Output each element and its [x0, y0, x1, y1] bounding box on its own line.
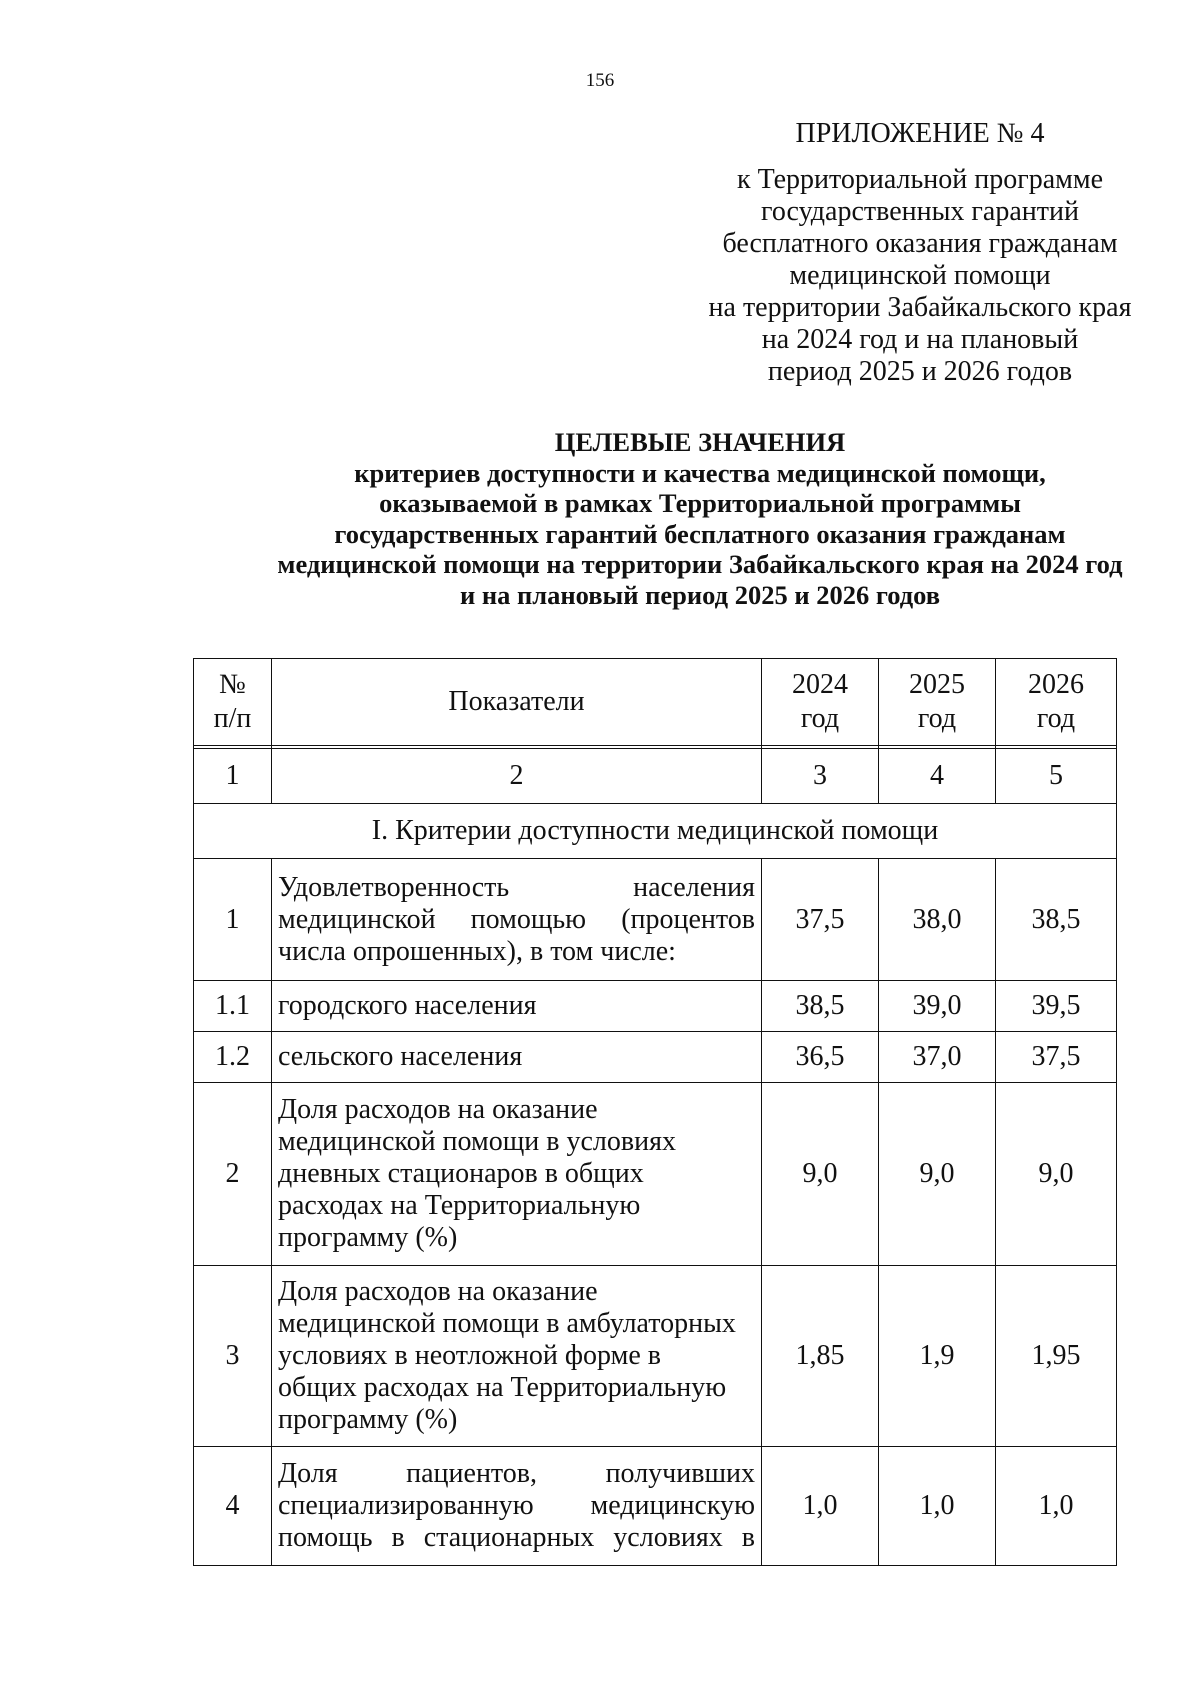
- indicator-line: городского населения: [278, 990, 537, 1021]
- column-number: 1: [194, 749, 272, 804]
- indicator-line: общих расходах на Территориальную: [278, 1372, 727, 1403]
- value-2026: 37,5: [996, 1032, 1117, 1083]
- value-2025: 9,0: [879, 1083, 996, 1266]
- value-2024: 1,85: [762, 1266, 879, 1447]
- column-number: 3: [762, 749, 879, 804]
- indicator-line: дневных стационаров в общих: [278, 1158, 644, 1189]
- column-number: 2: [272, 749, 762, 804]
- indicator-line: медицинской помощью (процентов: [278, 903, 755, 935]
- row-num: 1: [194, 859, 272, 981]
- indicator-line: расходах на Территориальную: [278, 1190, 641, 1221]
- appendix-header: [700, 118, 1140, 388]
- title-line: оказываемой в рамках Территориальной программы: [379, 488, 1021, 518]
- header-num-line: п/п: [213, 703, 252, 734]
- header-year-2024: [762, 659, 879, 746]
- header-indicator: Показатели: [272, 659, 762, 746]
- value-2025: 38,0: [879, 859, 996, 981]
- table-header-row: [194, 659, 1117, 746]
- row-indicator: [272, 981, 762, 1032]
- title-line: ЦЕЛЕВЫЕ ЗНАЧЕНИЯ: [554, 427, 846, 457]
- title-line: и на плановый период 2025 и 2026 годов: [459, 579, 941, 610]
- indicator-line: медицинской помощи в условиях: [278, 1126, 676, 1157]
- indicator-line: Удовлетворенность населения: [278, 871, 755, 903]
- row-num: 1.1: [194, 981, 272, 1032]
- row-num: 3: [194, 1266, 272, 1447]
- indicator-line: Доля расходов на оказание: [278, 1276, 598, 1307]
- value-2024: 38,5: [762, 981, 879, 1032]
- value-2026: 9,0: [996, 1083, 1117, 1266]
- appendix-line: период 2025 и 2026 годов: [767, 356, 1073, 387]
- row-indicator: [272, 859, 762, 981]
- header-year-line: год: [1036, 703, 1076, 734]
- value-2024: 9,0: [762, 1083, 879, 1266]
- row-indicator: [272, 1083, 762, 1266]
- indicator-line: программу (%): [278, 1222, 458, 1253]
- header-num: [194, 659, 272, 746]
- appendix-title: ПРИЛОЖЕНИЕ № 4: [795, 118, 1045, 149]
- row-num: 2: [194, 1083, 272, 1266]
- header-year-2025: [879, 659, 996, 746]
- appendix-line: на территории Забайкальского края: [708, 292, 1132, 323]
- table-row: [194, 859, 1117, 981]
- indicator-line: медицинской помощи в амбулаторных: [278, 1308, 736, 1339]
- value-2026: 39,5: [996, 981, 1117, 1032]
- criteria-table: [193, 658, 1117, 1566]
- title-line: медицинской помощи на территории Забайкальского края на 2024 год: [277, 549, 1123, 579]
- indicator-line: числа опрошенных), в том числе:: [278, 935, 676, 967]
- value-2024: 1,0: [762, 1447, 879, 1566]
- indicator-line: помощь в стационарных условиях в: [278, 1522, 755, 1553]
- section-title: I. Критерии доступности медицинской помощи: [194, 804, 1117, 859]
- indicator-line: Доля расходов на оказание: [278, 1094, 598, 1125]
- indicator-line: условиях в неотложной форме в: [278, 1340, 661, 1371]
- value-2026: 1,0: [996, 1447, 1117, 1566]
- appendix-line: государственных гарантий: [761, 196, 1079, 227]
- column-number: 5: [996, 749, 1117, 804]
- header-num-line: №: [219, 669, 246, 700]
- section-row: [194, 804, 1117, 859]
- appendix-line: к Территориальной программе: [736, 164, 1104, 195]
- value-2026: 1,95: [996, 1266, 1117, 1447]
- column-number-row: [194, 749, 1117, 804]
- table-row: [194, 1032, 1117, 1083]
- row-indicator: [272, 1266, 762, 1447]
- value-2025: 1,9: [879, 1266, 996, 1447]
- header-year-line: 2025: [909, 669, 965, 700]
- value-2025: 37,0: [879, 1032, 996, 1083]
- indicator-line: программу (%): [278, 1404, 458, 1435]
- value-2025: 1,0: [879, 1447, 996, 1566]
- row-num: 1.2: [194, 1032, 272, 1083]
- table-row: [194, 1083, 1117, 1266]
- header-year-line: год: [800, 703, 840, 734]
- row-indicator: [272, 1032, 762, 1083]
- title-line: государственных гарантий бесплатного оказания гражданам: [334, 518, 1066, 549]
- header-year-line: 2024: [792, 669, 848, 700]
- page-number: 156: [585, 70, 615, 91]
- header-year-line: год: [917, 703, 957, 734]
- appendix-line: на 2024 год и на плановый: [761, 324, 1079, 355]
- value-2024: 36,5: [762, 1032, 879, 1083]
- table-row: [194, 981, 1117, 1032]
- indicator-line: Доля пациентов, получивших: [278, 1458, 755, 1489]
- column-number: 4: [879, 749, 996, 804]
- appendix-line: бесплатного оказания гражданам: [722, 228, 1118, 259]
- header-year-2026: [996, 659, 1117, 746]
- header-year-line: 2026: [1028, 669, 1084, 700]
- document-title: [200, 427, 1200, 610]
- value-2026: 38,5: [996, 859, 1117, 981]
- appendix-line: медицинской помощи: [789, 260, 1051, 291]
- table-row: [194, 1447, 1117, 1566]
- row-num: 4: [194, 1447, 272, 1566]
- value-2024: 37,5: [762, 859, 879, 981]
- row-indicator: [272, 1447, 762, 1566]
- table-row: [194, 1266, 1117, 1447]
- indicator-line: сельского населения: [278, 1041, 523, 1072]
- title-line: критериев доступности и качества медицинской помощи,: [354, 457, 1046, 488]
- value-2025: 39,0: [879, 981, 996, 1032]
- indicator-line: специализированную медицинскую: [278, 1490, 755, 1521]
